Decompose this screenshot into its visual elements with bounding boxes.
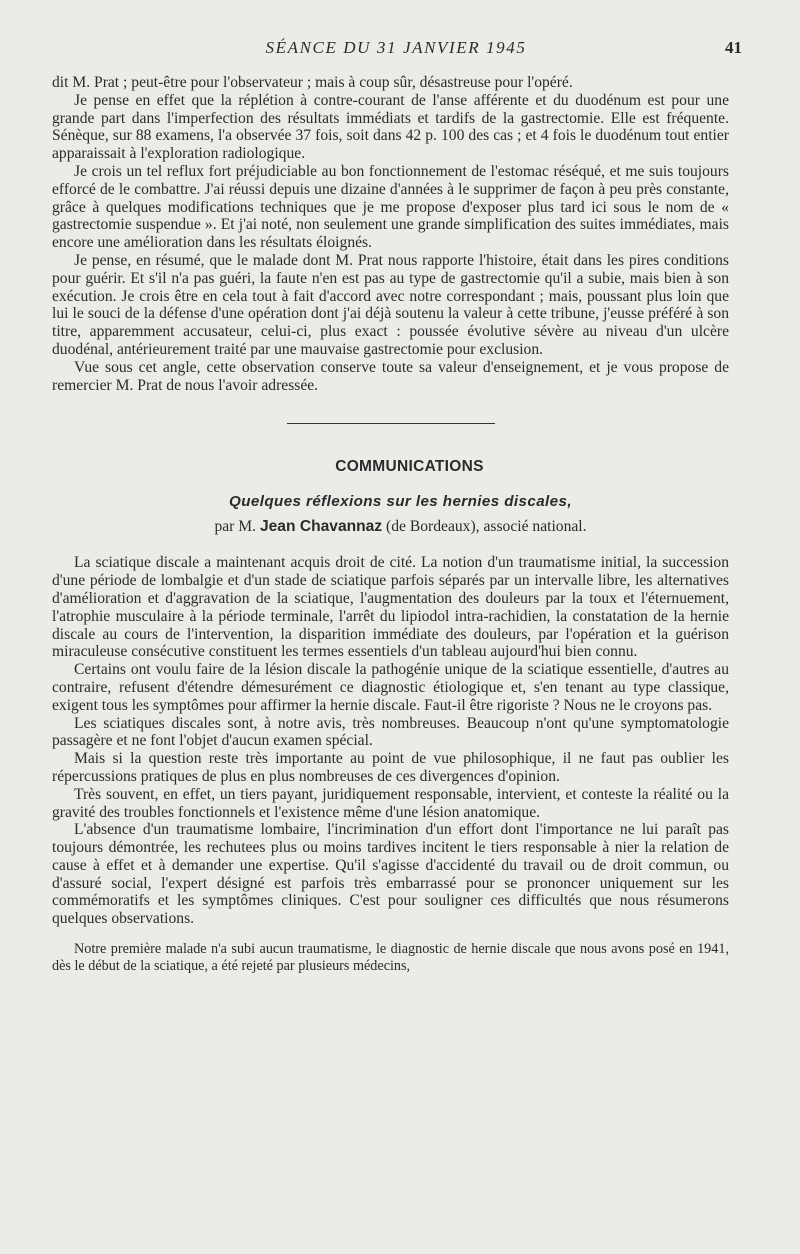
article-paragraph: L'absence d'un traumatisme lombaire, l'incrimination d'un effort dont l'importance ne lui paraît pas toujours démontrée, les rechutees plus ou moins tardives incitent le tiers responsable à nier la relation de cause à effet et à demander une expertise. Qu'il s'agisse d'accidenté du travail ou de droit commun, ou d'assuré social, l'expert désigné est parfois très embarrassé pour se prononcer uniquement sur les commémoratifs et les symptômes cliniques. C'est pour souligner ces difficultés que nous résumerons quelques observations.: [52, 821, 729, 928]
intro-paragraph: Vue sous cet angle, cette observation conserve toute sa valeur d'enseignement, et je vous propose de remercier M. Prat de nous l'avoir adressée.: [52, 358, 729, 394]
article-paragraph: Les sciatiques discales sont, à notre avis, très nombreuses. Beaucoup n'ont qu'une symptomatologie passagère et ne font l'objet d'aucun examen spécial.: [52, 714, 729, 750]
page-number: 41: [725, 38, 742, 57]
article-paragraph: La sciatique discale a maintenant acquis droit de cité. La notion d'un traumatisme initial, la succession d'une période de lombalgie et d'un stade de sciatique parfois séparés par un intervalle libre, les alternatives d'amélioration et d'aggravation de la sciatique, l'augmentation des douleurs par la toux et l'éternuement, l'atrophie musculaire à la période terminale, l'arrêt du lipiodol intra-rachidien, la constatation de la hernie discale au cours de l'intervention, la disparition immédiate des douleurs, par l'opération et la guérison miraculeuse consécutive constituent les termes essentiels d'un tableau aujourd'hui bien connu.: [52, 554, 729, 661]
running-title: SÉANCE DU 31 JANVIER 1945: [265, 38, 527, 57]
intro-paragraph: Je pense en effet que la réplétion à contre-courant de l'anse afférente et du duodénum est pour une grande part dans l'imperfection des résultats immédiats et tardifs de la gastrectomie. Elle est fréquente. Sénèque, sur 88 examens, l'a observée 37 fois, soit dans 42 p. 100 des cas ; et 4 fois le duodénum tout entier apparaissait à l'exploration radiologique.: [52, 91, 729, 163]
page-body: [52, 74, 729, 974]
section-heading: COMMUNICATIONS: [335, 458, 484, 476]
byline: [72, 518, 729, 536]
article-paragraph: Certains ont voulu faire de la lésion discale la pathogénie unique de la sciatique essentielle, d'autres au contraire, refusent d'étendre démesurément ce diagnostic étiologique et, s'en tenant au type classique, exigent tous les symptômes pour affirmer la hernie discale. Faut-il être rigoriste ? Nous ne le croyons pas.: [52, 661, 729, 714]
intro-paragraph: dit M. Prat ; peut-être pour l'observateur ; mais à coup sûr, désastreuse pour l'opéré.: [52, 74, 573, 91]
byline-prefix: par M.: [214, 518, 257, 536]
case-report-paragraph: Notre première malade n'a subi aucun traumatisme, le diagnostic de hernie discale que nous avons posé en 1941, dès le début de la sciatique, a été rejeté par plusieurs médecins,: [52, 941, 729, 974]
intro-paragraph: Je crois un tel reflux fort préjudiciable au bon fonctionnement de l'estomac réséqué, et me suis toujours efforcé de le combattre. J'ai réussi depuis une dizaine d'années à le supprimer de façon à peu près constante, grâce à quelques modifications techniques que je me propose d'exposer plus tard ici sous le nom de « gastrectomie suspendue ». Et j'ai noté, non seulement une grande simplification des suites immédiates, mais encore une amélioration dans les résultats éloignés.: [52, 162, 729, 252]
article-title: Quelques réflexions sur les hernies discales,: [229, 493, 572, 511]
article-paragraph: Très souvent, en effet, un tiers payant, juridiquement responsable, intervient, et conteste la réalité ou la gravité des troubles fonctionnels et l'existence même d'une lésion anatomique.: [52, 785, 729, 821]
byline-suffix: (de Bordeaux), associé national.: [386, 518, 587, 536]
article-paragraph: Mais si la question reste très importante au point de vue philosophique, il ne faut pas oublier les répercussions pratiques de plus en plus nombreuses de ces divergences d'opinion.: [52, 750, 729, 785]
author-name: Jean Chavannaz: [259, 518, 383, 536]
intro-paragraph: Je pense, en résumé, que le malade dont M. Prat nous rapporte l'histoire, était dans les pires conditions pour guérir. Et s'il n'a pas guéri, la faute n'en est pas au type de gastrectomie qu'il a subie, mais bien à son exécution. Je crois être en cela tout à fait d'accord avec notre correspondant ; mais, poussant plus loin que lui le souci de la défense d'une opération dont j'ai déjà soutenu la valeur à cette tribune, j'eusse préféré à son titre, apparemment accusateur, celui-ci, plus exact : poussée évolutive sévère au niveau d'un ulcère duodénal, antérieurement traité par une mauvaise gastrectomie pour exclusion.: [52, 251, 729, 358]
section-divider: [287, 423, 495, 424]
running-header: [50, 38, 742, 60]
